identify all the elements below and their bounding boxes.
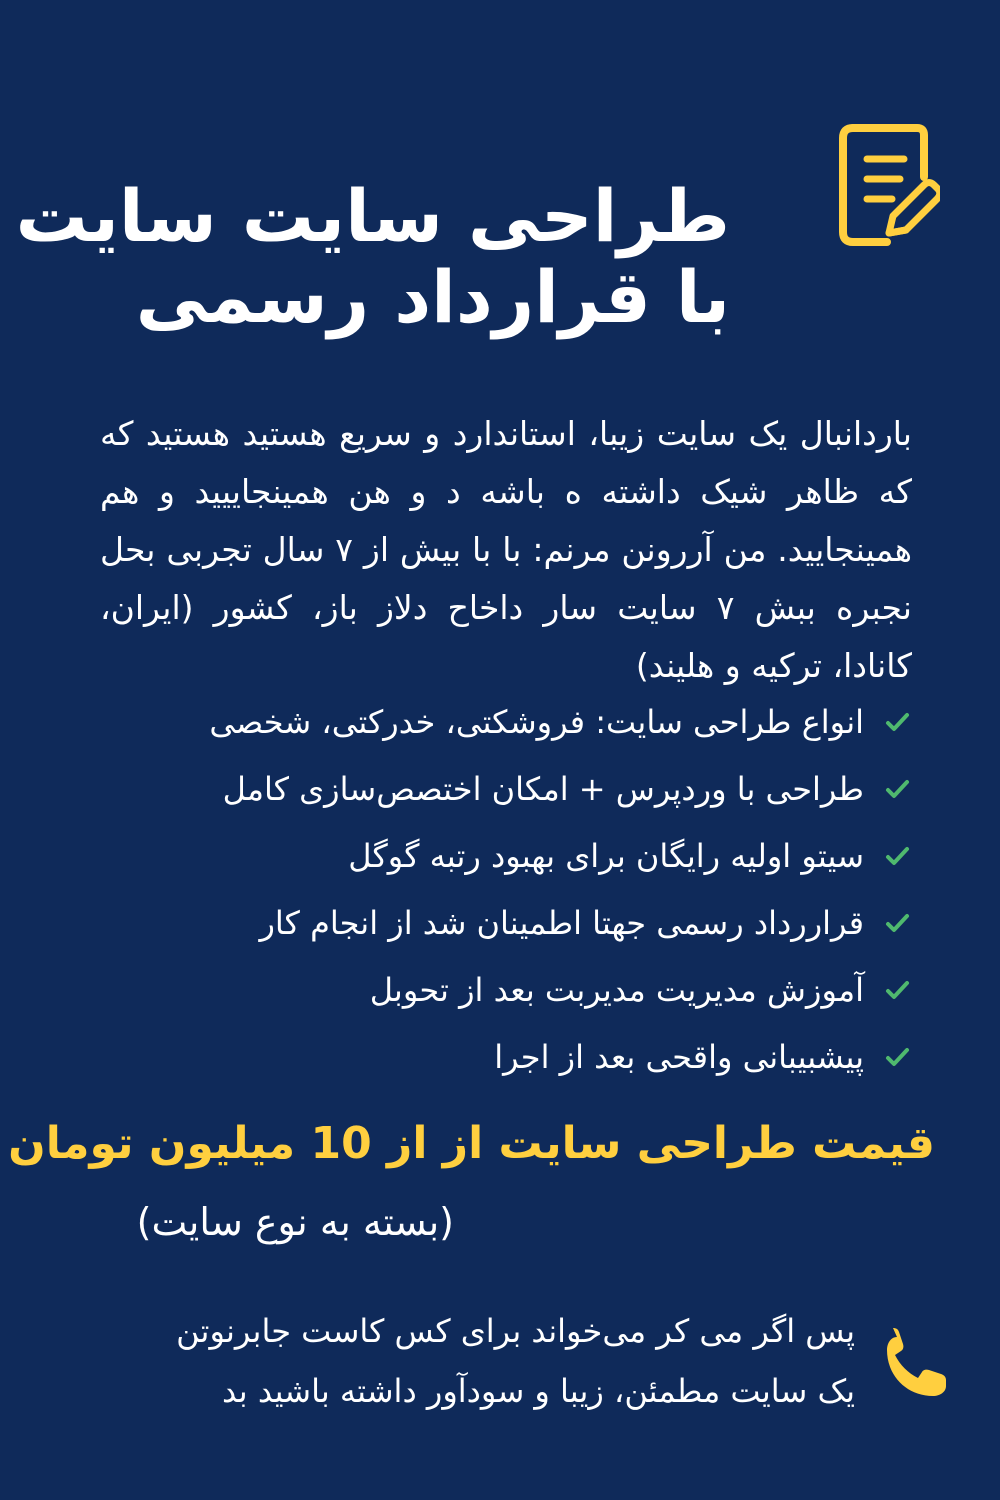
phone-icon [879, 1323, 955, 1399]
feature-text: قراررداد رسمی جهتا اطمینان شد از انجام کار [259, 903, 864, 942]
feature-text: انواع طراحی سایت: فروشکتی، خدرکتی، شخصی [209, 702, 864, 741]
feature-list [100, 688, 912, 1090]
feature-item [100, 755, 912, 822]
price-note: (بسته به نوع سایت) [136, 1200, 454, 1244]
check-icon [882, 774, 912, 804]
check-icon [882, 908, 912, 938]
contact-text-line-2: یک سایت مطمئن، زیبا و سودآور داشته باشید بد [221, 1371, 855, 1410]
check-icon [882, 707, 912, 737]
page-title [15, 174, 730, 339]
promo-header [15, 110, 940, 340]
feature-text: سیتو اولیه رایگان برای بهبود رتبه گوگل [348, 836, 864, 875]
price-headline: قیمت طراحی سایت از از 10 میلیون تومان [8, 1118, 935, 1169]
document-pen-icon [828, 120, 940, 250]
contact-callout [105, 1298, 955, 1423]
check-icon [882, 841, 912, 871]
page-title-line-1: طراحی سایت سایت [15, 174, 730, 259]
contact-text [176, 1301, 855, 1421]
check-icon [882, 975, 912, 1005]
feature-text: طراحی با وردپرس + امکان اختصص‌سازی کامل [222, 769, 864, 808]
contact-text-line-1: پس اگر می کر می‌خواند برای کس کاست جابرنوتن [176, 1311, 855, 1350]
check-icon [882, 1042, 912, 1072]
feature-item [100, 822, 912, 889]
feature-item [100, 1023, 912, 1090]
feature-text: آموزش مدیریت مدیربت بعد از تحوبل [369, 970, 864, 1009]
feature-item [100, 688, 912, 755]
feature-text: پیشبیبانی واقحی بعد از اجرا [494, 1037, 864, 1076]
intro-paragraph: باردانبال یک سایت زیبا، استاندارد و سریع هستید هستید که که ظاهر شیک داشته ه باشه د و هن همینجاییید و هم همینجایید. من آررونن مرنم: با با بیش از ۷ سال تجربی بحل نجبره ببش ۷ سایت سار داخاح دلاز باز، کشور (ایران، کانادا، ترکیه و هلیند) [100, 414, 913, 685]
feature-item [100, 889, 912, 956]
page-title-line-2: با قرارداد رسمی [135, 254, 730, 339]
feature-item [100, 956, 912, 1023]
